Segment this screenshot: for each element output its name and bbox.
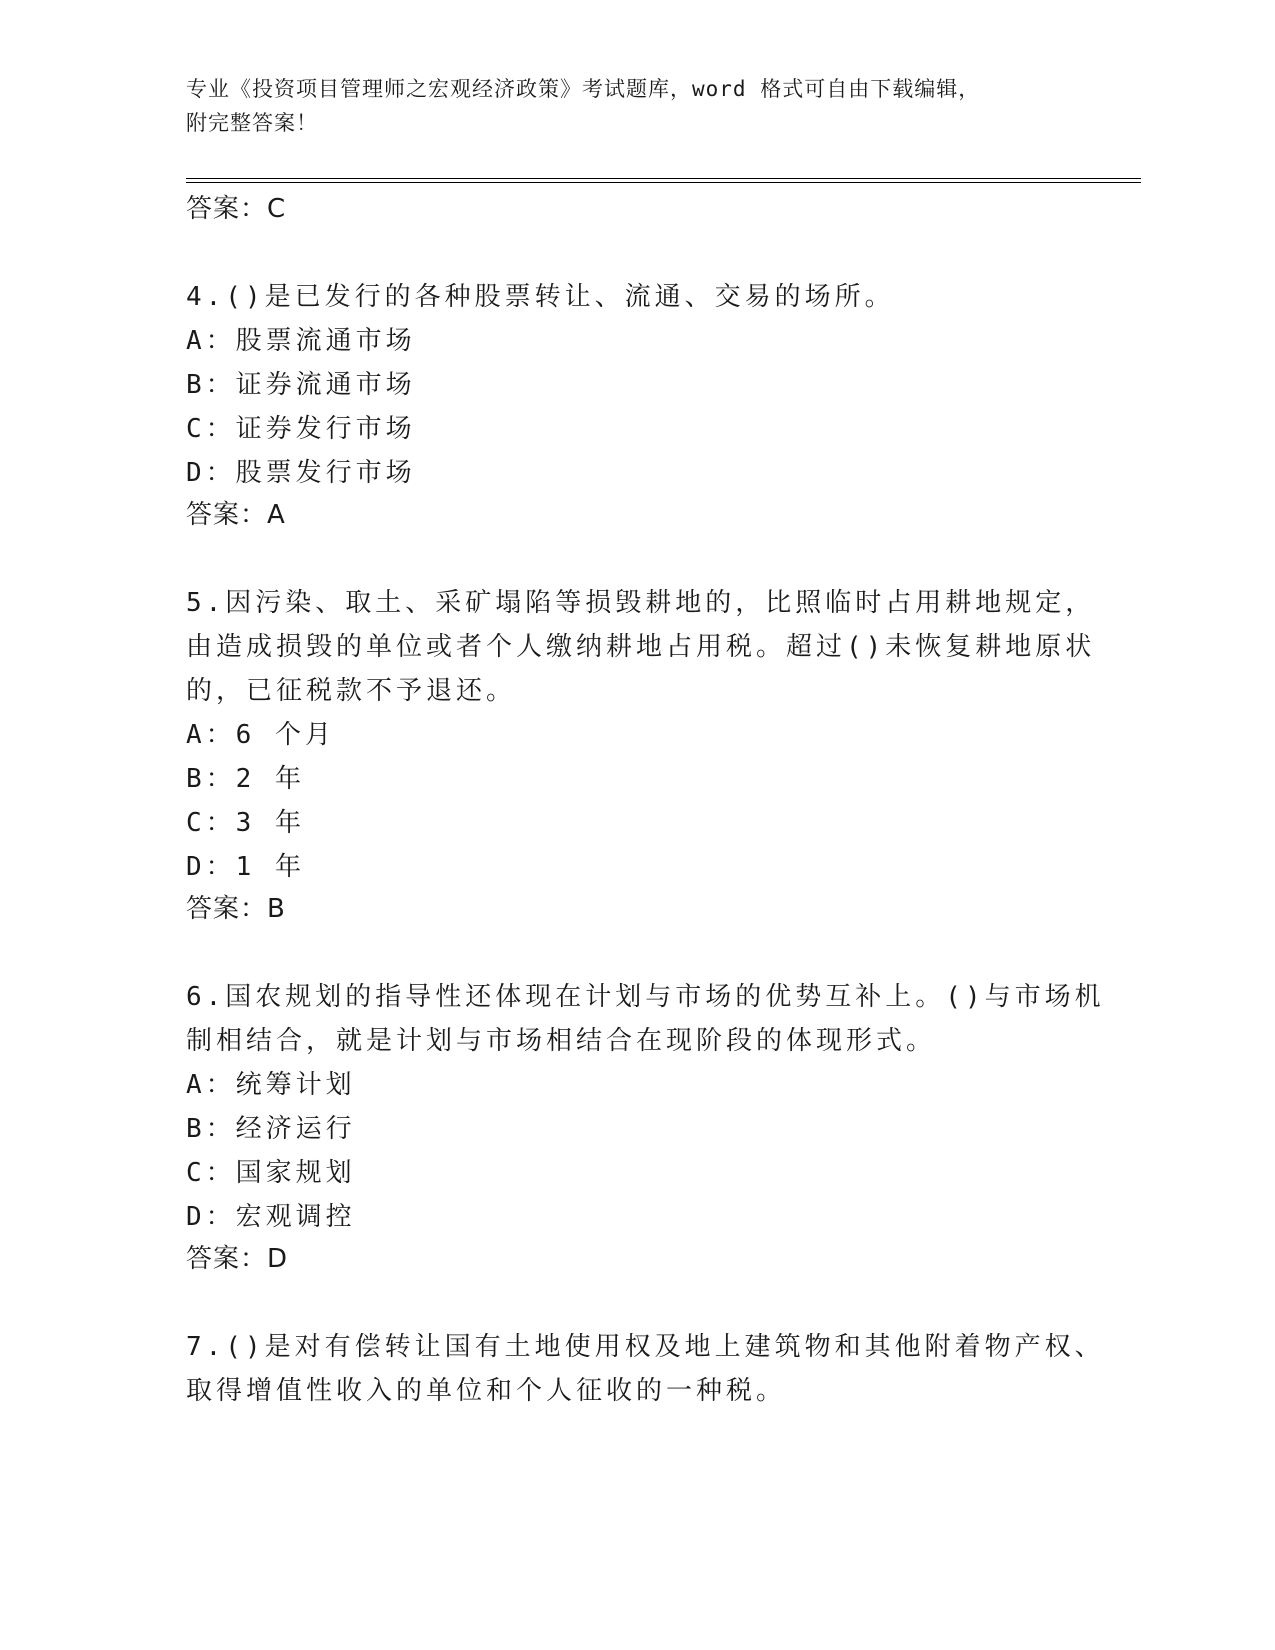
question-stem-line-1: 7.()是对有偿转让国有土地使用权及地上建筑物和其他附着物产权、 [186,1332,1105,1362]
option-a: A：股票流通市场 [186,326,416,356]
question-stem-line-1: 5.因污染、取土、采矿塌陷等损毁耕地的，比照临时占用耕地规定， [186,588,1096,618]
answer-q5: 答案：B [186,894,286,924]
option-a: A：6 个月 [186,720,335,750]
answer-q4: 答案：A [186,500,286,530]
option-d: D：股票发行市场 [186,458,416,488]
option-c: C：证券发行市场 [186,414,416,444]
question-stem-line-3: 的，已征税款不予退还。 [186,676,517,706]
option-b: B：2 年 [186,764,305,794]
option-b: B：经济运行 [186,1114,356,1144]
question-stem-line-2: 制相结合，就是计划与市场相结合在现阶段的体现形式。 [186,1026,937,1056]
question-stem-line-2: 由造成损毁的单位或者个人缴纳耕地占用税。超过()未恢复耕地原状 [186,632,1096,662]
question-stem: 4.()是已发行的各种股票转让、流通、交易的场所。 [186,282,895,312]
header-divider-top [186,178,1141,179]
answer-q3: 答案：C [186,194,287,224]
option-c: C：3 年 [186,808,305,838]
option-b: B：证券流通市场 [186,370,416,400]
option-a: A：统筹计划 [186,1070,356,1100]
header-divider-bottom [186,182,1141,183]
document-header [186,72,1066,140]
question-stem-line-1: 6.国农规划的指导性还体现在计划与市场的优势互补上。()与市场机 [186,982,1105,1012]
header-line-1: 专业《投资项目管理师之宏观经济政策》考试题库，word 格式可自由下载编辑， [186,77,981,101]
option-d: D：宏观调控 [186,1202,356,1232]
header-line-2: 附完整答案！ [186,111,318,135]
answer-q6: 答案：D [186,1244,289,1274]
option-c: C：国家规划 [186,1158,356,1188]
option-d: D：1 年 [186,852,305,882]
question-stem-line-2: 取得增值性收入的单位和个人征收的一种税。 [186,1376,787,1406]
